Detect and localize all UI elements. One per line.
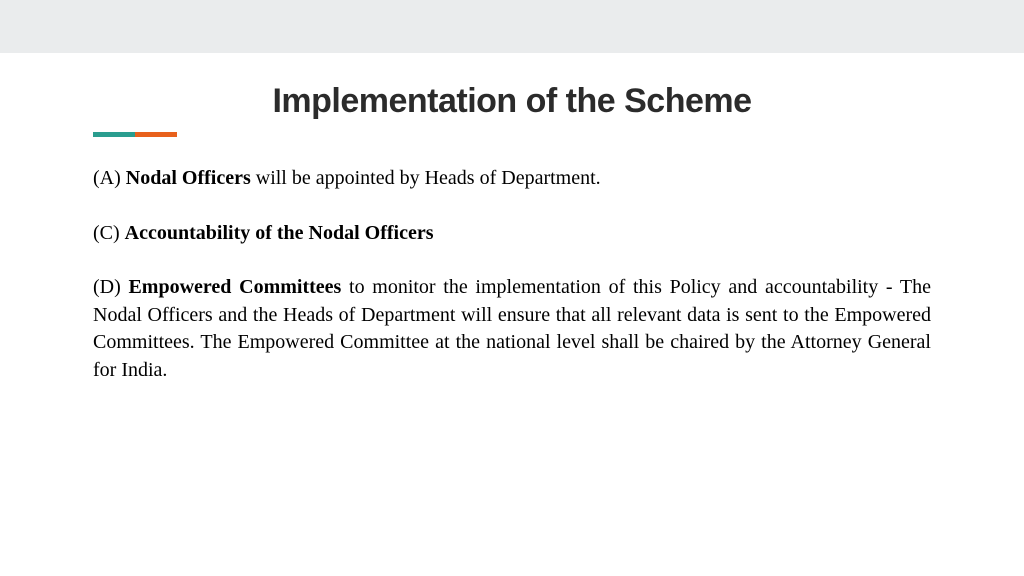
- paragraph-a-text: will be appointed by Heads of Department.: [250, 167, 601, 189]
- paragraph-a-label: (A): [93, 167, 126, 189]
- paragraph-a-bold-text: Nodal Officers: [125, 167, 251, 189]
- paragraph-c: [93, 220, 931, 248]
- accent-teal-segment: [93, 132, 135, 137]
- paragraph-c-label: (C): [93, 221, 125, 244]
- accent-bar: [93, 132, 177, 137]
- paragraph-d-text: to monitor the implementation of this Policy and accountability - The Nodal Officers and the Heads of Department will ensure that all relevant data is sent to the Empowered Committees. The Empowered Committee at the national level shall be chaired by the Attorney General for India.: [93, 276, 932, 381]
- slide-title: Implementation of the Scheme: [272, 82, 752, 120]
- paragraph-d-label: (D): [93, 276, 129, 298]
- paragraph-a: [93, 165, 931, 193]
- paragraph-c-bold-text: Accountability of the Nodal Officers: [124, 221, 434, 244]
- header-band: [0, 0, 1024, 53]
- paragraph-d-bold-text: Empowered Committees: [128, 276, 342, 298]
- paragraph-d: [93, 274, 931, 384]
- accent-orange-segment: [135, 132, 177, 137]
- slide-body: [93, 165, 931, 384]
